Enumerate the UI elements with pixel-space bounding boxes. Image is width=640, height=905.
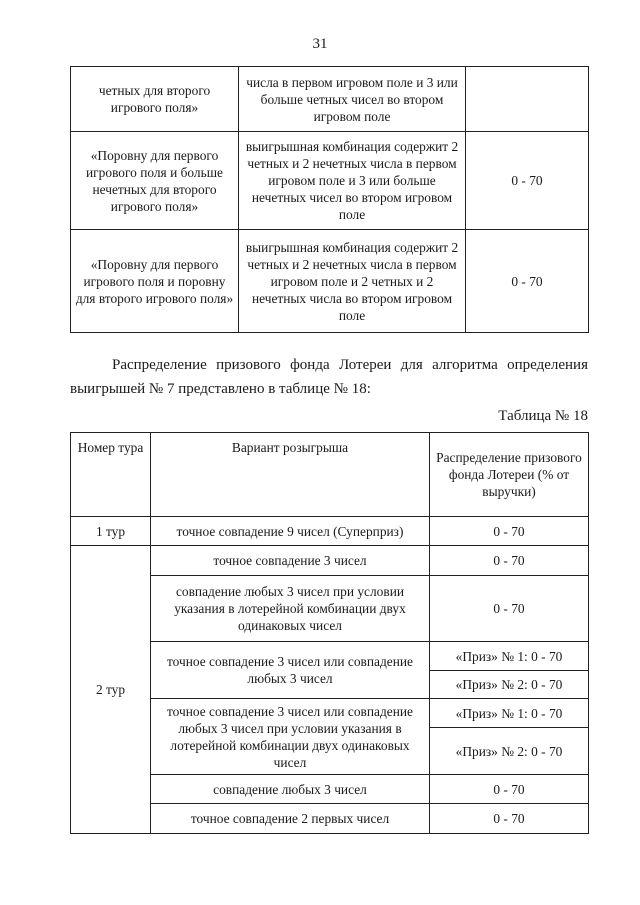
description-cell: выигрышная комбинация содержит 2 четных и 2 нечетных числа в первом игровом поле и 3 или больше нечетных чисел во втором игровом поле — [239, 132, 466, 230]
value-cell: «Приз» № 2: 0 - 70 — [430, 671, 589, 699]
round-cell: 2 тур — [71, 546, 151, 834]
table-row — [71, 67, 589, 132]
value-cell: 0 - 70 — [430, 517, 589, 546]
header-round: Номер тура — [71, 433, 151, 517]
table-header-row — [71, 433, 589, 517]
variant-cell: точное совпадение 3 чисел — [151, 546, 430, 576]
variant-cell: совпадение любых 3 чисел — [151, 775, 430, 804]
percent-cell — [466, 67, 589, 132]
value-cell: 0 - 70 — [430, 804, 589, 834]
value-cell: 0 - 70 — [430, 546, 589, 576]
condition-cell: «Поровну для первого игрового поля и поровну для второго игрового поля» — [71, 230, 239, 333]
variant-cell: совпадение любых 3 чисел при условии указания в лотерейной комбинации двух одинаковых чисел — [151, 576, 430, 642]
condition-cell: четных для второго игрового поля» — [71, 67, 239, 132]
header-variant: Вариант розыгрыша — [151, 433, 430, 517]
variant-cell: точное совпадение 9 чисел (Суперприз) — [151, 517, 430, 546]
variant-cell: точное совпадение 3 чисел или совпадение любых 3 чисел при условии указания в лотерейной комбинации двух одинаковых чисел — [151, 699, 430, 775]
table-row — [71, 230, 589, 333]
table-row — [71, 517, 589, 546]
condition-cell: «Поровну для первого игрового поля и больше нечетных для второго игрового поля» — [71, 132, 239, 230]
page-number: 31 — [312, 36, 328, 52]
value-cell: «Приз» № 2: 0 - 70 — [430, 728, 589, 775]
body-paragraph: Распределение призового фонда Лотереи для алгоритма определения выигрышей № 7 представлено в таблице № 18: — [70, 357, 588, 397]
percent-cell: 0 - 70 — [466, 132, 589, 230]
continued-table — [70, 66, 589, 333]
table-row — [71, 546, 589, 576]
table-caption: Таблица № 18 — [498, 408, 588, 424]
table-row — [71, 132, 589, 230]
prize-distribution-table — [70, 432, 589, 834]
description-cell: выигрышная комбинация содержит 2 четных и 2 нечетных числа в первом игровом поле и 2 четных и 2 нечетных числа во втором игровом поле — [239, 230, 466, 333]
variant-cell: точное совпадение 3 чисел или совпадение любых 3 чисел — [151, 642, 430, 699]
value-cell: «Приз» № 1: 0 - 70 — [430, 699, 589, 728]
value-cell: «Приз» № 1: 0 - 70 — [430, 642, 589, 671]
value-cell: 0 - 70 — [430, 775, 589, 804]
header-distribution: Распределение призового фонда Лотереи (% от выручки) — [430, 433, 589, 517]
description-cell: числа в первом игровом поле и 3 или больше четных чисел во втором игровом поле — [239, 67, 466, 132]
round-cell: 1 тур — [71, 517, 151, 546]
value-cell: 0 - 70 — [430, 576, 589, 642]
variant-cell: точное совпадение 2 первых чисел — [151, 804, 430, 834]
percent-cell: 0 - 70 — [466, 230, 589, 333]
